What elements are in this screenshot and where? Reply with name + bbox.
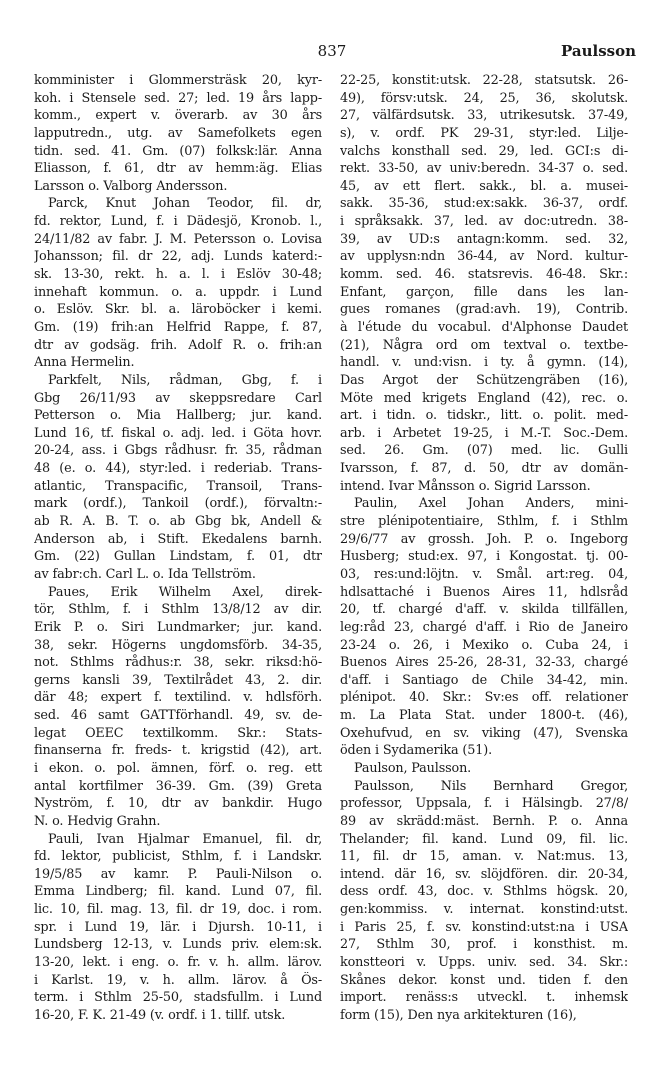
text-line: Paulin, Axel Johan Anders, mini- bbox=[354, 496, 628, 512]
text-line: komminister i Glommersträsk 20, kyr- bbox=[34, 73, 322, 88]
text-line: dess ordf. 43, doc. v. Sthlms högsk. 20, bbox=[340, 884, 628, 900]
text-line: tör, Sthlm, f. i Sthlm 13/8/12 av dir. bbox=[34, 602, 322, 618]
text-line: finanserna fr. freds- t. krigstid (42), art. bbox=[34, 743, 322, 759]
text-line: m. La Plata Stat. under 1800-t. (46), bbox=[340, 708, 628, 724]
text-line: Parck, Knut Johan Teodor, fil. dr, bbox=[48, 196, 322, 212]
text-line: tidn. sed. 41. Gm. (07) folksk:lär. Anna bbox=[34, 143, 322, 159]
text-line: legat OEEC textilkomm. Skr.: Stats- bbox=[34, 725, 322, 741]
text-line: lic. 10, fil. mag. 13, fil. dr 19, doc. i rom. bbox=[34, 902, 322, 918]
text-line: 19/5/85 av kamr. P. Pauli-Nilson o. bbox=[34, 866, 322, 882]
text-line: gues romanes (grad:avh. 19), Contrib. bbox=[340, 302, 628, 318]
text-line: i ekon. o. pol. ämnen, förf. o. reg. ett bbox=[34, 760, 322, 776]
text-line: Lundsberg 12-13, v. Lunds priv. elem:sk. bbox=[34, 937, 322, 953]
text-line: 16-20, F. K. 21-49 (v. ordf. i 1. tillf. utsk. bbox=[34, 1007, 286, 1023]
text-line: 49), försv:utsk. 24, 25, 36, skolutsk. bbox=[340, 90, 628, 106]
left-column bbox=[34, 72, 322, 1025]
text-line: i Karlst. 19, v. h. allm. lärov. å Ös- bbox=[34, 972, 322, 988]
text-line: Oxehufvud, en sv. viking (47), Svenska bbox=[340, 725, 628, 741]
text-line: Nyström, f. 10, dtr av bankdir. Hugo bbox=[34, 796, 322, 812]
text-line: Ivarsson, f. 87, d. 50, dtr av domän- bbox=[340, 461, 628, 477]
text-line: art. i tidn. o. tidskr., litt. o. polit. med- bbox=[340, 408, 628, 424]
text-line: Gm. (19) frih:an Helfrid Rappe, f. 87, bbox=[34, 319, 322, 335]
text-line: sakk. 35-36, stud:ex:sakk. 36-37, ordf. bbox=[340, 196, 628, 212]
text-line: Paues, Erik Wilhelm Axel, direk- bbox=[48, 584, 322, 600]
text-line: arb. i Arbetet 19-25, i M.-T. Soc.-Dem. bbox=[340, 425, 628, 441]
text-line: not. Sthlms rådhus:r. 38, sekr. riksd:hö- bbox=[34, 655, 322, 671]
text-line: 89 av skrädd:mäst. Bernh. P. o. Anna bbox=[340, 813, 628, 829]
running-head: Paulsson bbox=[561, 42, 636, 60]
text-line: antal kortfilmer 36-39. Gm. (39) Greta bbox=[34, 778, 322, 794]
page-number: 837 bbox=[317, 42, 347, 60]
text-line: 20-24, ass. i Gbgs rådhusr. fr. 35, rådman bbox=[34, 443, 322, 459]
text-line: Enfant, garçon, fille dans les lan- bbox=[340, 284, 628, 300]
right-column bbox=[340, 72, 628, 1025]
text-line: N. o. Hedvig Grahn. bbox=[34, 813, 161, 829]
text-line: lapputredn., utg. av Samefolkets egen bbox=[34, 125, 322, 141]
text-line: (21), Några ord om textval o. textbe- bbox=[340, 337, 628, 353]
text-line: gen:kommiss. v. internat. konstind:utst. bbox=[340, 902, 628, 918]
text-line: o. Eslöv. Skr. bl. a. läroböcker i kemi. bbox=[34, 302, 322, 318]
page-header bbox=[0, 42, 664, 64]
text-line: sk. 13-30, rekt. h. a. l. i Eslöv 30-48; bbox=[34, 267, 322, 283]
text-line: Anderson ab, i Stift. Ekedalens barnh. bbox=[34, 531, 322, 547]
text-line: i språksakk. 37, led. av doc:utredn. 38- bbox=[340, 214, 628, 230]
text-line: 24/11/82 av fabr. J. M. Petersson o. Lovisa bbox=[34, 231, 322, 247]
text-line: där 48; expert f. textilind. v. hdlsförh. bbox=[34, 690, 322, 706]
text-line: 03, res:und:löjtn. v. Smål. art:reg. 04, bbox=[340, 566, 628, 582]
text-line: Anna Hermelin. bbox=[34, 355, 135, 371]
text-line: 39, av UD:s antagn:komm. sed. 32, bbox=[340, 231, 628, 247]
text-line: d'aff. i Santiago de Chile 34-42, min. bbox=[340, 672, 628, 688]
text-line: Lund 16, tf. fiskal o. adj. led. i Göta hovr. bbox=[34, 425, 322, 441]
text-line: gerns kansli 39, Textilrådet 43, 2. dir. bbox=[34, 672, 322, 688]
text-line: sed. 26. Gm. (07) med. lic. Gulli bbox=[340, 443, 628, 459]
text-line: atlantic, Transpacific, Transoil, Trans- bbox=[34, 478, 322, 494]
text-line: 11, fil. dr 15, aman. v. Nat:mus. 13, bbox=[340, 849, 628, 865]
text-line: 27, Sthlm 30, prof. i konsthist. m. bbox=[340, 937, 628, 953]
text-line: fd. lektor, publicist, Sthlm, f. i Landskr. bbox=[34, 849, 322, 865]
text-line: innehaft kommun. o. a. uppdr. i Lund bbox=[34, 284, 322, 300]
text-line: 29/6/77 av grossh. Joh. P. o. Ingeborg bbox=[340, 531, 628, 547]
text-line: Johansson; fil. dr 22, adj. Lunds katerd:- bbox=[34, 249, 322, 265]
text-line: 27, välfärdsutsk. 33, utrikesutsk. 37-49, bbox=[340, 108, 628, 124]
text-line: Parkfelt, Nils, rådman, Gbg, f. i bbox=[48, 372, 322, 388]
text-line: 23-24 o. 26, i Mexiko o. Cuba 24, i bbox=[340, 637, 628, 653]
text-line: term. i Sthlm 25-50, stadsfullm. i Lund bbox=[34, 990, 322, 1006]
text-line: komm. sed. 46. statsrevis. 46-48. Skr.: bbox=[340, 267, 628, 283]
text-line: 22-25, konstit:utsk. 22-28, statsutsk. 26- bbox=[340, 73, 628, 88]
text-line: import. renäss:s utveckl. t. inhemsk bbox=[340, 990, 628, 1006]
text-line: Gm. (22) Gullan Lindstam, f. 01, dtr bbox=[34, 549, 322, 565]
text-line: Pauli, Ivan Hjalmar Emanuel, fil. dr, bbox=[48, 831, 322, 847]
text-line: öden i Sydamerika (51). bbox=[340, 743, 493, 759]
text-line: leg:råd 23, chargé d'aff. i Rio de Janeiro bbox=[340, 619, 628, 635]
text-line: rekt. 33-50, av univ:beredn. 34-37 o. sed. bbox=[340, 161, 628, 177]
text-line: Husberg; stud:ex. 97, i Kongostat. tj. 00- bbox=[340, 549, 628, 565]
text-line: Petterson o. Mia Hallberg; jur. kand. bbox=[34, 408, 322, 424]
text-line: Paulsson, Nils Bernhard Gregor, bbox=[354, 778, 628, 794]
text-line: valchs konsthall sed. 29, led. GCI:s di- bbox=[340, 143, 628, 159]
text-line: konstteori v. Upps. univ. sed. 34. Skr.: bbox=[340, 955, 628, 971]
text-line: mark (ordf.), Tankoil (ordf.), förvaltn:- bbox=[34, 496, 322, 512]
text-line: av fabr:ch. Carl L. o. Ida Tellström. bbox=[34, 566, 256, 582]
text-line: s), v. ordf. PK 29-31, styr:led. Lilje- bbox=[340, 125, 628, 141]
text-line: fd. rektor, Lund, f. i Dädesjö, Kronob. l., bbox=[34, 214, 322, 230]
text-line: i Paris 25, f. sv. konstind:utst:na i USA bbox=[340, 919, 628, 935]
text-line: Erik P. o. Siri Lundmarker; jur. kand. bbox=[34, 619, 322, 635]
text-line: à l'étude du vocabul. d'Alphonse Daudet bbox=[340, 319, 628, 335]
text-line: Paulson, Paulsson. bbox=[354, 760, 472, 776]
text-line: Emma Lindberg; fil. kand. Lund 07, fil. bbox=[34, 884, 322, 900]
text-line: 13-20, lekt. i eng. o. fr. v. h. allm. lärov. bbox=[34, 955, 322, 971]
text-line: dtr av godsäg. frih. Adolf R. o. frih:an bbox=[34, 337, 322, 353]
text-line: spr. i Lund 19, lär. i Djursh. 10-11, i bbox=[34, 919, 322, 935]
text-line: Das Argot der Schützengräben (16), bbox=[340, 372, 628, 388]
text-line: Thelander; fil. kand. Lund 09, fil. lic. bbox=[340, 831, 628, 847]
text-line: plénipot. 40. Skr.: Sv:es off. relationer bbox=[340, 690, 628, 706]
text-line: 38, sekr. Högerns ungdomsförb. 34-35, bbox=[34, 637, 322, 653]
text-line: intend. Ivar Månsson o. Sigrid Larsson. bbox=[340, 478, 591, 494]
text-line: Skånes dekor. konst und. tiden f. den bbox=[340, 972, 628, 988]
text-line: intend. där 16, sv. slöjdfören. dir. 20-34, bbox=[340, 866, 628, 882]
text-line: ab R. A. B. T. o. ab Gbg bk, Andell & bbox=[34, 514, 322, 530]
text-line: stre plénipotentiaire, Sthlm, f. i Sthlm bbox=[340, 514, 628, 530]
text-line: Buenos Aires 25-26, 28-31, 32-33, chargé bbox=[340, 655, 628, 671]
text-line: handl. v. und:visn. i ty. å gymn. (14), bbox=[340, 355, 628, 371]
text-line: Gbg 26/11/93 av skeppsredare Carl bbox=[34, 390, 322, 406]
text-line: koh. i Stensele sed. 27; led. 19 års lapp- bbox=[34, 90, 322, 106]
text-line: professor, Uppsala, f. i Hälsingb. 27/8/ bbox=[340, 796, 628, 812]
text-line: Larsson o. Valborg Andersson. bbox=[34, 178, 228, 194]
text-line: 45, av ett flert. sakk., bl. a. musei- bbox=[340, 178, 628, 194]
text-line: komm., expert v. överarb. av 30 års bbox=[34, 108, 322, 124]
text-line: hdlsattaché i Buenos Aires 11, hdlsråd bbox=[340, 584, 628, 600]
text-line: Möte med krigets England (42), rec. o. bbox=[340, 390, 628, 406]
text-line: sed. 46 samt GATTförhandl. 49, sv. de- bbox=[34, 708, 322, 724]
text-line: Eliasson, f. 61, dtr av hemm:äg. Elias bbox=[34, 161, 322, 177]
text-line: av upplysn:ndn 36-44, av Nord. kultur- bbox=[340, 249, 628, 265]
text-line: 20, tf. chargé d'aff. v. skilda tillfällen, bbox=[340, 602, 628, 618]
text-line: 48 (e. o. 44), styr:led. i rederiab. Trans- bbox=[34, 461, 322, 477]
text-line: form (15), Den nya arkitekturen (16), bbox=[340, 1007, 577, 1023]
